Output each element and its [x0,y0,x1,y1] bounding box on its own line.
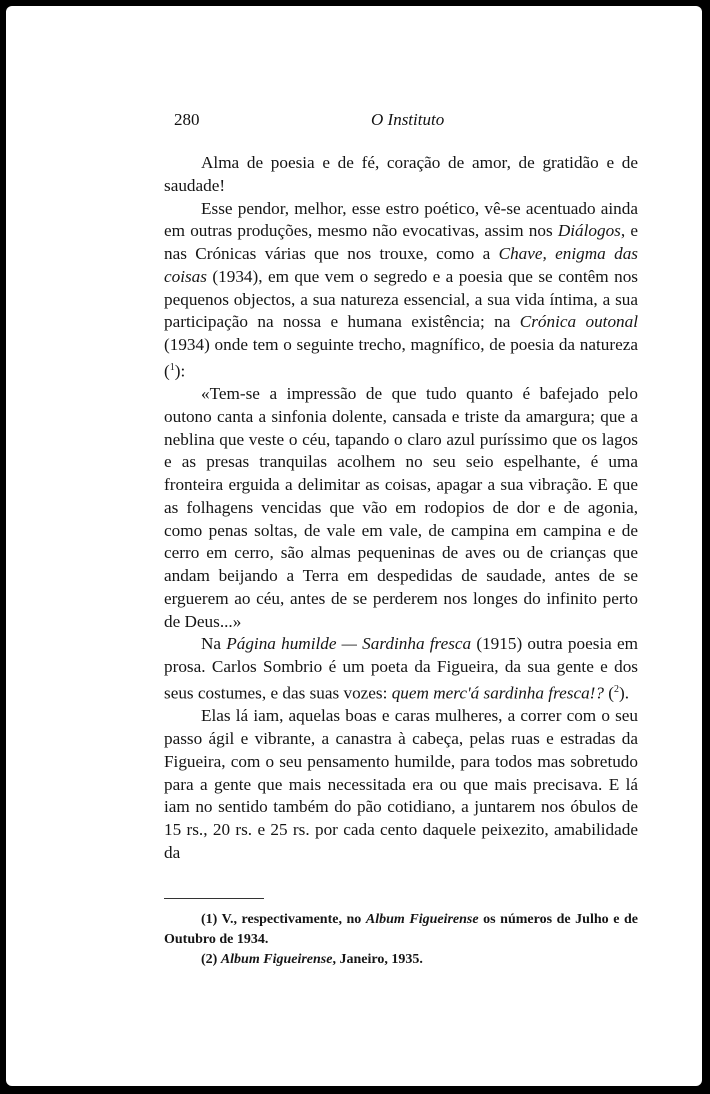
footnote-ref-1: 1 [169,361,175,373]
footnote-2 [164,950,638,970]
paragraph-2-text-g: (1934) onde tem o seguinte trecho, magnífico, de poesia da natureza ( [164,335,638,381]
paragraph-4-text-a: Na [201,634,227,654]
paragraph-4-text-f: ). [619,683,630,703]
quotation-text: «Tem-se a impressão de que tudo quanto é bafejado pelo outono canta a sinfonia dolente, cansada e triste da amargura; que a neblina que veste o céu, tapando o claro azul puríssimo que os lagos e as presas tranquilas acolhem no seu seio espelhante, é uma fronteira erguida a delimitar as coisas, apagar a sua vibração. E que as folhagens vencidas que vão em rodopios de dor e de agonia, como penas soltas, de vale em vale, de campina em campina e de cerro em cerro, são almas pequeninas de aves ou de crianças que andam beijando a Terra em despedidas de saudade, antes de se erguerem ao céu, antes de se perderem nos longes do infinito perto de Deus...» [164,384,638,631]
footnote-divider [164,898,264,899]
work-title-pagina-humilde: Página humilde — Sardinha fresca [226,634,472,654]
footnote-2-mark: (2) [201,952,218,967]
paragraph-1-text: Alma de poesia e de fé, coração de amor, de gratidão e de saudade! [164,153,638,195]
paragraph-2-text-a: Esse pendor, melhor, esse estro poético, vê-se acentuado ainda em outras produções, mesmo não evocativas, assim nos [164,198,638,241]
footnote-1-mark: (1) [201,912,218,927]
paragraph-4-text-c: (1915) outra poesia em prosa. Carlos Sombrio é um poeta da Figueira, da sua gente e dos seus costumes, e das suas vozes: [164,634,639,703]
footnote-2-text-c: , Janeiro, 1935. [332,952,423,967]
street-cry-quote: quem merc'á sardinha fresca!? [391,683,604,703]
paragraph-5 [164,705,638,864]
quotation-paragraph [164,383,638,633]
body-text [164,152,638,865]
footnote-1 [164,910,638,950]
page-number: 280 [174,110,200,129]
paragraph-2-text-h: ): [174,361,186,381]
paragraph-2 [164,198,638,384]
work-title-dialogos: Diálogos [557,221,621,241]
footnote-1-text-a: V., respectivamente, no [217,912,366,927]
footnote-2-album-title: Album Figueirense [220,952,333,967]
footnote-1-text-c: os números de Julho e de Outubro de 1934. [164,912,639,947]
paragraph-4 [164,633,638,705]
journal-title: O Instituto [371,110,445,129]
footnote-ref-2: 2 [614,683,620,695]
paragraph-2-text-e: (1934), em que vem o segredo e a poesia que se contêm nos pequenos objectos, a sua natureza essencial, a sua vida íntima, a sua participação na nossa e humana existência; na [164,266,638,332]
footnotes [164,910,638,970]
paragraph-2-text-c: , e nas Crónicas várias que nos trouxe, como a [164,221,638,263]
work-title-cronica-outonal: Crónica outonal [519,312,638,332]
running-head [174,110,644,134]
paragraph-5-text: Elas lá iam, aquelas boas e caras mulheres, a correr com o seu passo ágil e vibrante, a canastra à cabeça, pelas ruas e estradas da Figueira, com o seu pensamento humilde, para todos mas sobretudo para a gente que mais necessitada era ou que mais precisava. E lá iam no sentido também do pão cotidiano, a juntarem nos óbulos de 15 rs., 20 rs. e 25 rs. por cada cento daquele peixezito, amabilidade da [164,706,638,862]
work-title-chave: Chave, enigma das coisas [164,244,638,286]
paragraph-4-text-e: ( [603,683,615,703]
paragraph-1 [164,152,638,198]
footnote-1-album-title: Album Figueirense [365,912,479,927]
